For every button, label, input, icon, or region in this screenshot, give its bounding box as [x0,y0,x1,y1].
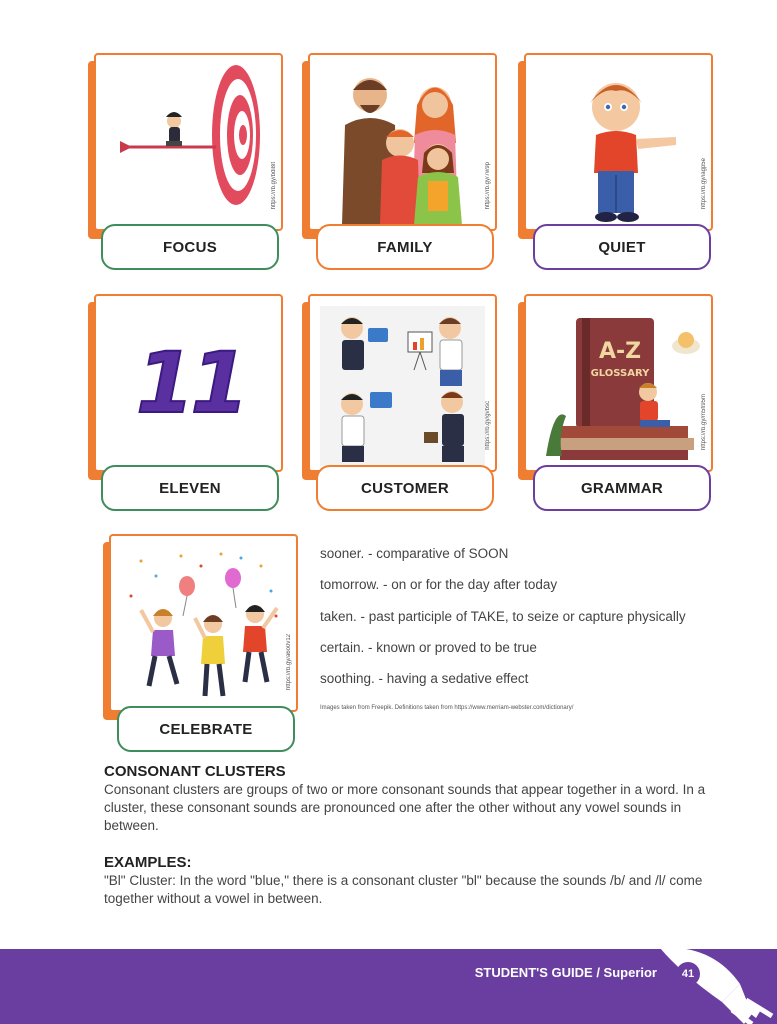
card-quiet [518,53,713,238]
definition-item: certain. - known or proved to be true [320,639,537,655]
image-credit: https://rb.gy/a6o0v12 [286,633,292,690]
card-eleven [88,294,283,479]
definition-item: soothing. - having a sedative effect [320,671,529,687]
definitions-list [320,545,740,711]
section-body: Consonant clusters are groups of two or more consonant sounds that appear together in a word. In a cluster, these consonant sounds are pronounced one after the other without any vowel sounds in between. [104,782,706,833]
image-credit: https://rb.gy/bdi8it [271,161,277,209]
examples-section [104,854,724,908]
celebrating-kids-icon [121,546,286,706]
card-family [302,53,497,238]
section-body: "Bl" Cluster: In the word "blue," there is a consonant cluster "bl" because the sounds /b/ and /l/ come together without a vowel in between. [104,873,703,906]
page-number: 41 [676,962,700,986]
quiet-boy-icon [536,65,701,225]
image-credit: https://rb.gy/m5fi95m [701,393,707,450]
consonant-clusters-section [104,763,724,835]
word-label: QUIET [533,224,711,270]
rocket-icon [652,944,777,1024]
definition-item: sooner. - comparative of SOON [320,546,509,561]
card-customer [302,294,497,479]
image-credit: https://rb.gy/7w9p [485,161,491,209]
word-label: GRAMMAR [533,465,711,511]
book-subtitle: GLOSSARY [590,368,650,379]
definition-item: taken. - past participle of TAKE, to seize or capture physically [320,608,686,624]
family-icon [320,65,485,225]
source-note: Images taken from Freepik. Definitions taken from https://www.merriam-webster.com/dictionary/ [320,705,574,712]
guide-title: STUDENT'S GUIDE [474,965,593,980]
footer-guide [475,965,657,980]
card-grammar [518,294,713,479]
definition-item: tomorrow. - on or for the day after today [320,577,558,593]
glossary-book-icon [536,306,701,466]
dart-target-icon [106,65,271,225]
image-credit: https://rb.gy/iagp5e [701,157,707,209]
card-celebrate [103,534,298,719]
word-label: FAMILY [316,224,494,270]
number-eleven-icon: 11 [136,334,245,432]
section-heading: EXAMPLES: [104,854,192,871]
word-label: CELEBRATE [117,706,295,752]
word-label: ELEVEN [101,465,279,511]
guide-level: / Superior [596,965,657,980]
book-title: A-Z [598,339,642,364]
card-focus [88,53,283,238]
section-heading: CONSONANT CLUSTERS [104,763,286,780]
word-label: FOCUS [101,224,279,270]
image-credit: https://rb.gy/gvbsc [485,401,491,450]
business-people-icon [320,306,485,466]
word-label: CUSTOMER [316,465,494,511]
